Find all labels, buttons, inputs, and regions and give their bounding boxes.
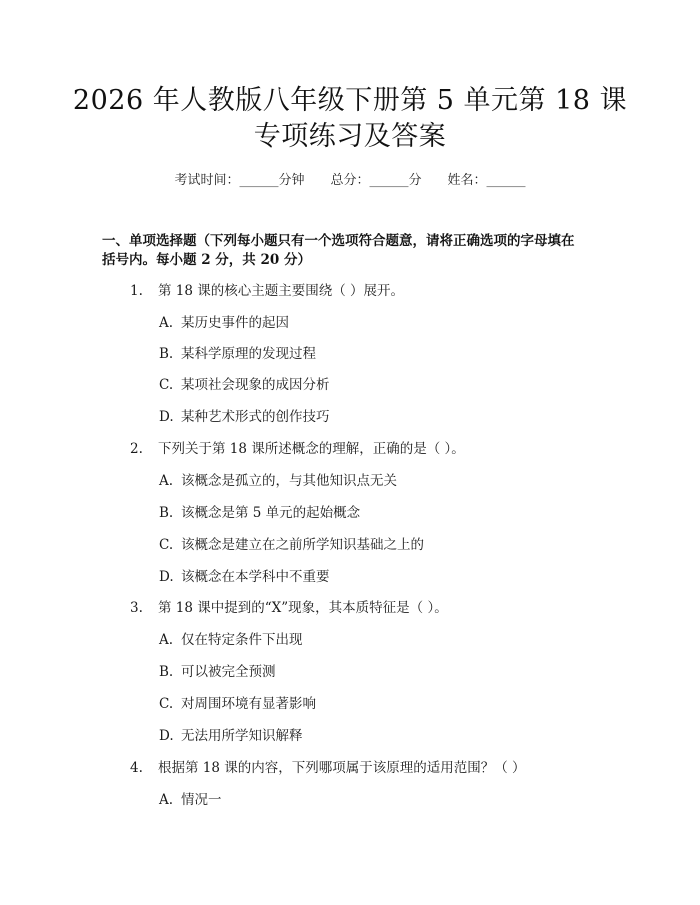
- option-2b: [159, 505, 360, 521]
- option-2d: [159, 569, 330, 585]
- option-text: 对周围环境有显著影响: [181, 696, 316, 712]
- question-2: [130, 441, 465, 457]
- question-3: [130, 600, 448, 616]
- exam-time-field: 考试时间：______分钟: [174, 173, 305, 188]
- option-text: 该概念是孤立的，与其他知识点无关: [181, 473, 397, 489]
- option-text: 某历史事件的起因: [181, 315, 289, 331]
- option-1a: [159, 315, 289, 331]
- option-letter: A.: [159, 632, 174, 648]
- option-text: 仅在特定条件下出现: [181, 632, 303, 648]
- option-text: 该概念是建立在之前所学知识基础之上的: [181, 537, 424, 553]
- option-letter: B.: [159, 505, 174, 521]
- option-3d: [159, 728, 303, 744]
- question-text: 第 18 课的核心主题主要围绕（ ）展开。: [158, 283, 405, 299]
- option-letter: B.: [159, 664, 174, 680]
- question-number: 2.: [130, 441, 143, 457]
- option-1b: [159, 346, 316, 362]
- option-letter: D.: [159, 728, 174, 744]
- document-title-line-2: 专项练习及答案: [253, 121, 447, 152]
- section-heading-line-1: 一、单项选择题（下列每小题只有一个选项符合题意，请将正确选项的字母填在: [102, 233, 575, 249]
- document-title-line-1: 2026 年人教版八年级下册第 5 单元第 18 课: [72, 85, 628, 116]
- question-number: 3.: [130, 600, 143, 616]
- option-letter: C.: [159, 537, 174, 553]
- option-1d: [159, 409, 330, 425]
- option-text: 某项社会现象的成因分析: [181, 377, 330, 393]
- option-4a: [159, 792, 222, 808]
- option-1c: [159, 377, 330, 393]
- option-letter: D.: [159, 569, 174, 585]
- option-letter: B.: [159, 346, 174, 362]
- option-letter: C.: [159, 696, 174, 712]
- question-text: 根据第 18 课的内容，下列哪项属于该原理的适用范围？（ ）: [158, 760, 526, 776]
- question-text: 第 18 课中提到的“X”现象，其本质特征是（ ）。: [158, 600, 448, 616]
- option-text: 无法用所学知识解释: [181, 728, 303, 744]
- option-letter: A.: [159, 792, 174, 808]
- question-1: [130, 283, 404, 299]
- exam-info-line: [0, 169, 700, 188]
- option-3c: [159, 696, 316, 712]
- option-text: 某科学原理的发现过程: [181, 346, 316, 362]
- option-3b: [159, 664, 276, 680]
- option-letter: D.: [159, 409, 174, 425]
- question-text: 下列关于第 18 课所述概念的理解，正确的是（ ）。: [158, 441, 465, 457]
- question-number: 4.: [130, 760, 143, 776]
- option-text: 该概念是第 5 单元的起始概念: [181, 505, 361, 521]
- option-text: 某种艺术形式的创作技巧: [181, 409, 330, 425]
- question-4: [130, 760, 526, 776]
- option-letter: A.: [159, 315, 174, 331]
- option-text: 情况一: [181, 792, 222, 808]
- option-text: 该概念在本学科中不重要: [181, 569, 330, 585]
- option-letter: C.: [159, 377, 174, 393]
- option-2a: [159, 473, 397, 489]
- option-2c: [159, 537, 424, 553]
- section-heading-line-2: 括号内。每小题 2 分，共 20 分）: [102, 252, 311, 268]
- question-number: 1.: [130, 283, 143, 299]
- option-3a: [159, 632, 303, 648]
- option-letter: A.: [159, 473, 174, 489]
- total-score-field: 总分：______分: [330, 173, 422, 188]
- student-name-field: 姓名：______: [447, 173, 526, 188]
- option-text: 可以被完全预测: [181, 664, 276, 680]
